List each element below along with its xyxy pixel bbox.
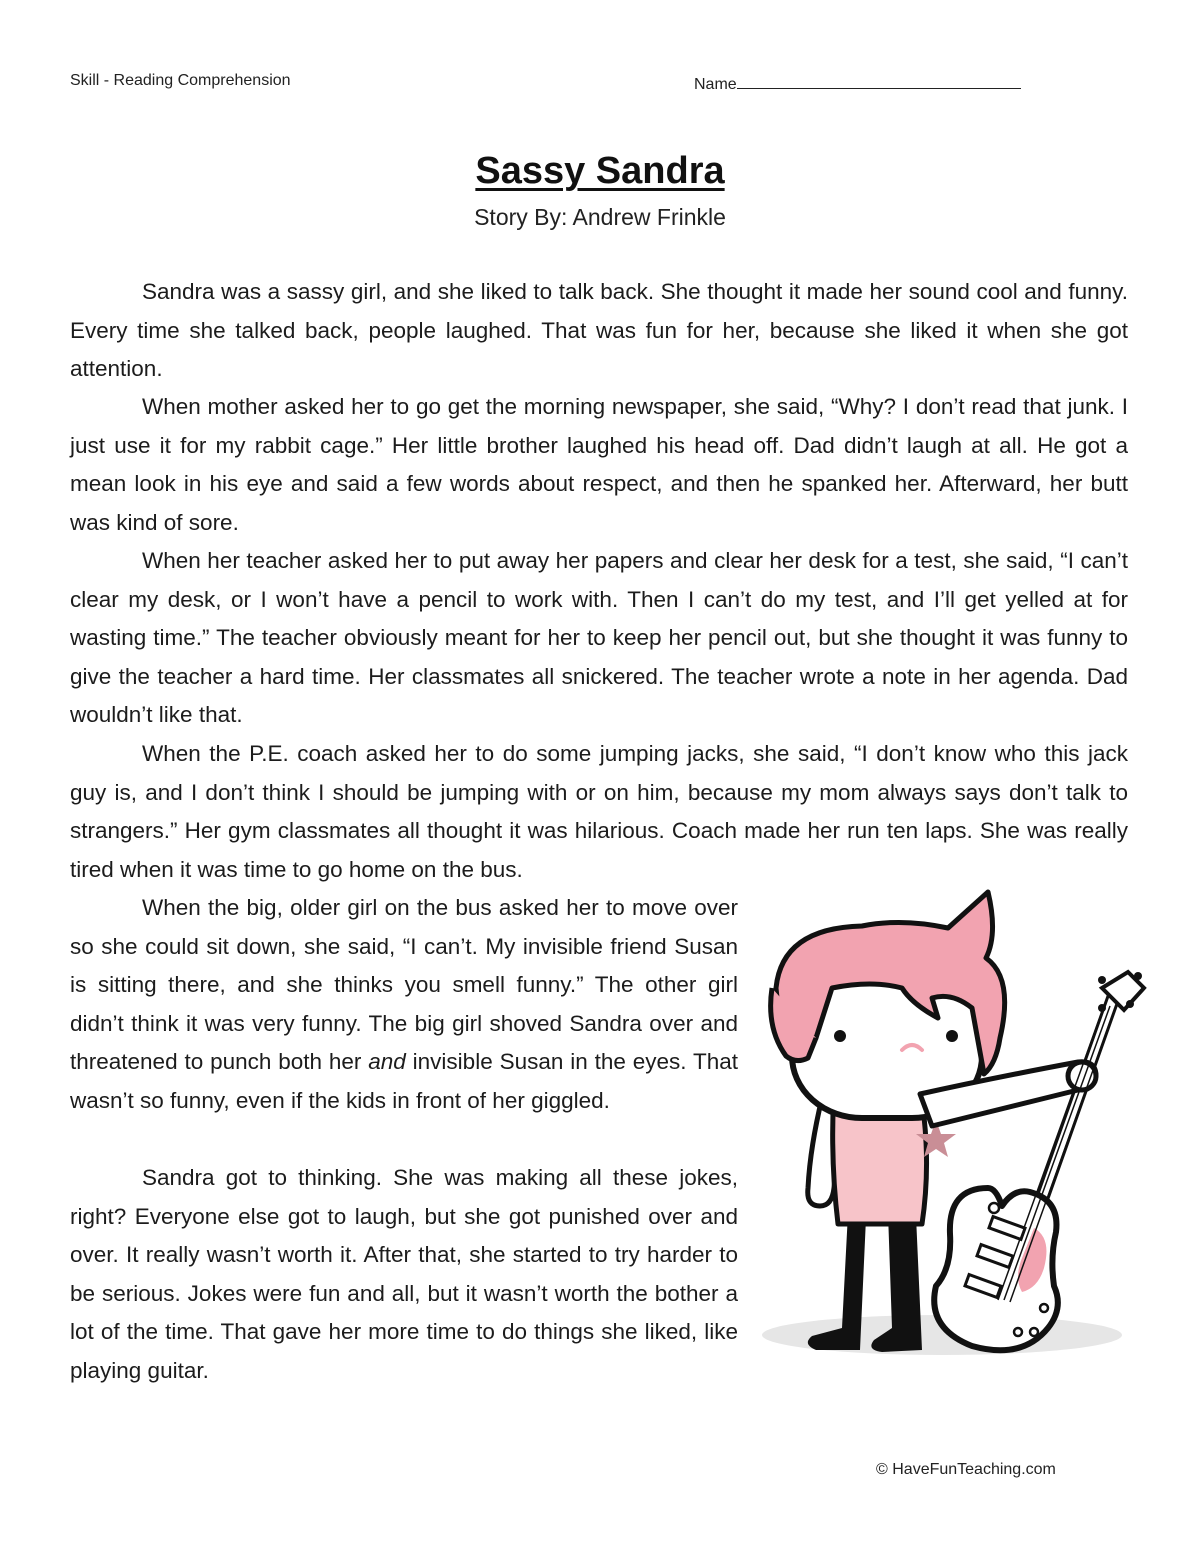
- paragraph-5: [70, 889, 738, 1120]
- right-eye: [946, 1030, 958, 1042]
- girl-with-guitar-illustration: [752, 888, 1152, 1368]
- guitar-knob: [1014, 1328, 1022, 1336]
- paragraph-1: Sandra was a sassy girl, and she liked to talk back. She thought it made her sound cool and funny. Every time she talked back, people laughed. That was fun for her, because she liked it when she got attention.: [70, 279, 1128, 381]
- illustration-svg: [752, 888, 1152, 1368]
- copyright-footer: © HaveFunTeaching.com: [876, 1461, 1056, 1478]
- tuning-peg: [1126, 1000, 1134, 1008]
- paragraph-2: When mother asked her to go get the morning newspaper, she said, “Why? I don’t read that junk. I just use it for my rabbit cage.” Her little brother laughed his head off. Dad didn’t laugh at all. He got a mean look in his eye and said a few words about respect, and then he spanked her. Afterward, her butt was kind of sore.: [70, 394, 1128, 535]
- guitar-string: [1004, 1006, 1110, 1300]
- name-blank-line[interactable]: [737, 72, 1021, 89]
- paragraph-6: Sandra got to thinking. She was making all these jokes, right? Everyone else got to laugh, but she got punished over and over. It really wasn’t worth it. After that, she started to try harder to be serious. Jokes were fun and all, but it wasn’t worth the bother a lot of the time. That gave her more time to do things she liked, like playing guitar.: [70, 1165, 738, 1383]
- tuning-peg: [1098, 976, 1106, 984]
- story-byline: Story By: Andrew Frinkle: [474, 204, 726, 230]
- paragraph-3: When her teacher asked her to put away her papers and clear her desk for a test, she said, “I can’t clear my desk, or I won’t have a pencil to work with. Then I can’t do my test, and I’ll get yelled at for wasting time.” The teacher obviously meant for her to keep her pencil out, but she thought it was funny to give the teacher a hard time. Her classmates all snickered. The teacher wrote a note in her agenda. Dad wouldn’t like that.: [70, 548, 1128, 727]
- guitar-knob: [989, 1203, 999, 1213]
- left-eye: [834, 1030, 846, 1042]
- paragraph-5-emphasis: and: [368, 1049, 406, 1074]
- worksheet-header: [70, 72, 1025, 96]
- tuning-peg: [1134, 972, 1142, 980]
- paragraph-5-before: When the big, older girl on the bus asked her to move over so she could sit down, she said, “I can’t. My invisible friend Susan is sitting there, and she thinks you smell funny.” The other girl didn’t think it was very funny. The big girl shoved Sandra over and threatened to punch both her: [70, 895, 738, 1074]
- story-title: Sassy Sandra: [475, 150, 725, 192]
- guitar-string: [1010, 1006, 1116, 1302]
- name-field[interactable]: [694, 72, 1021, 94]
- paragraph-5-after: invisible Susan in the eyes. That wasn’t so funny, even if the kids in front of her giggled.: [70, 1049, 738, 1113]
- skill-label: Skill - Reading Comprehension: [70, 72, 291, 89]
- paragraph-4: When the P.E. coach asked her to do some jumping jacks, she said, “I don’t know who this jack guy is, and I don’t think I should be jumping with or on him, because my mom always says don’t talk to strangers.” Her gym classmates all thought it was hilarious. Coach made her run ten laps. She was really tired when it was time to go home on the bus.: [70, 741, 1128, 882]
- guitar-knob: [1040, 1304, 1048, 1312]
- name-label: Name: [694, 76, 737, 93]
- guitar-knob: [1030, 1328, 1038, 1336]
